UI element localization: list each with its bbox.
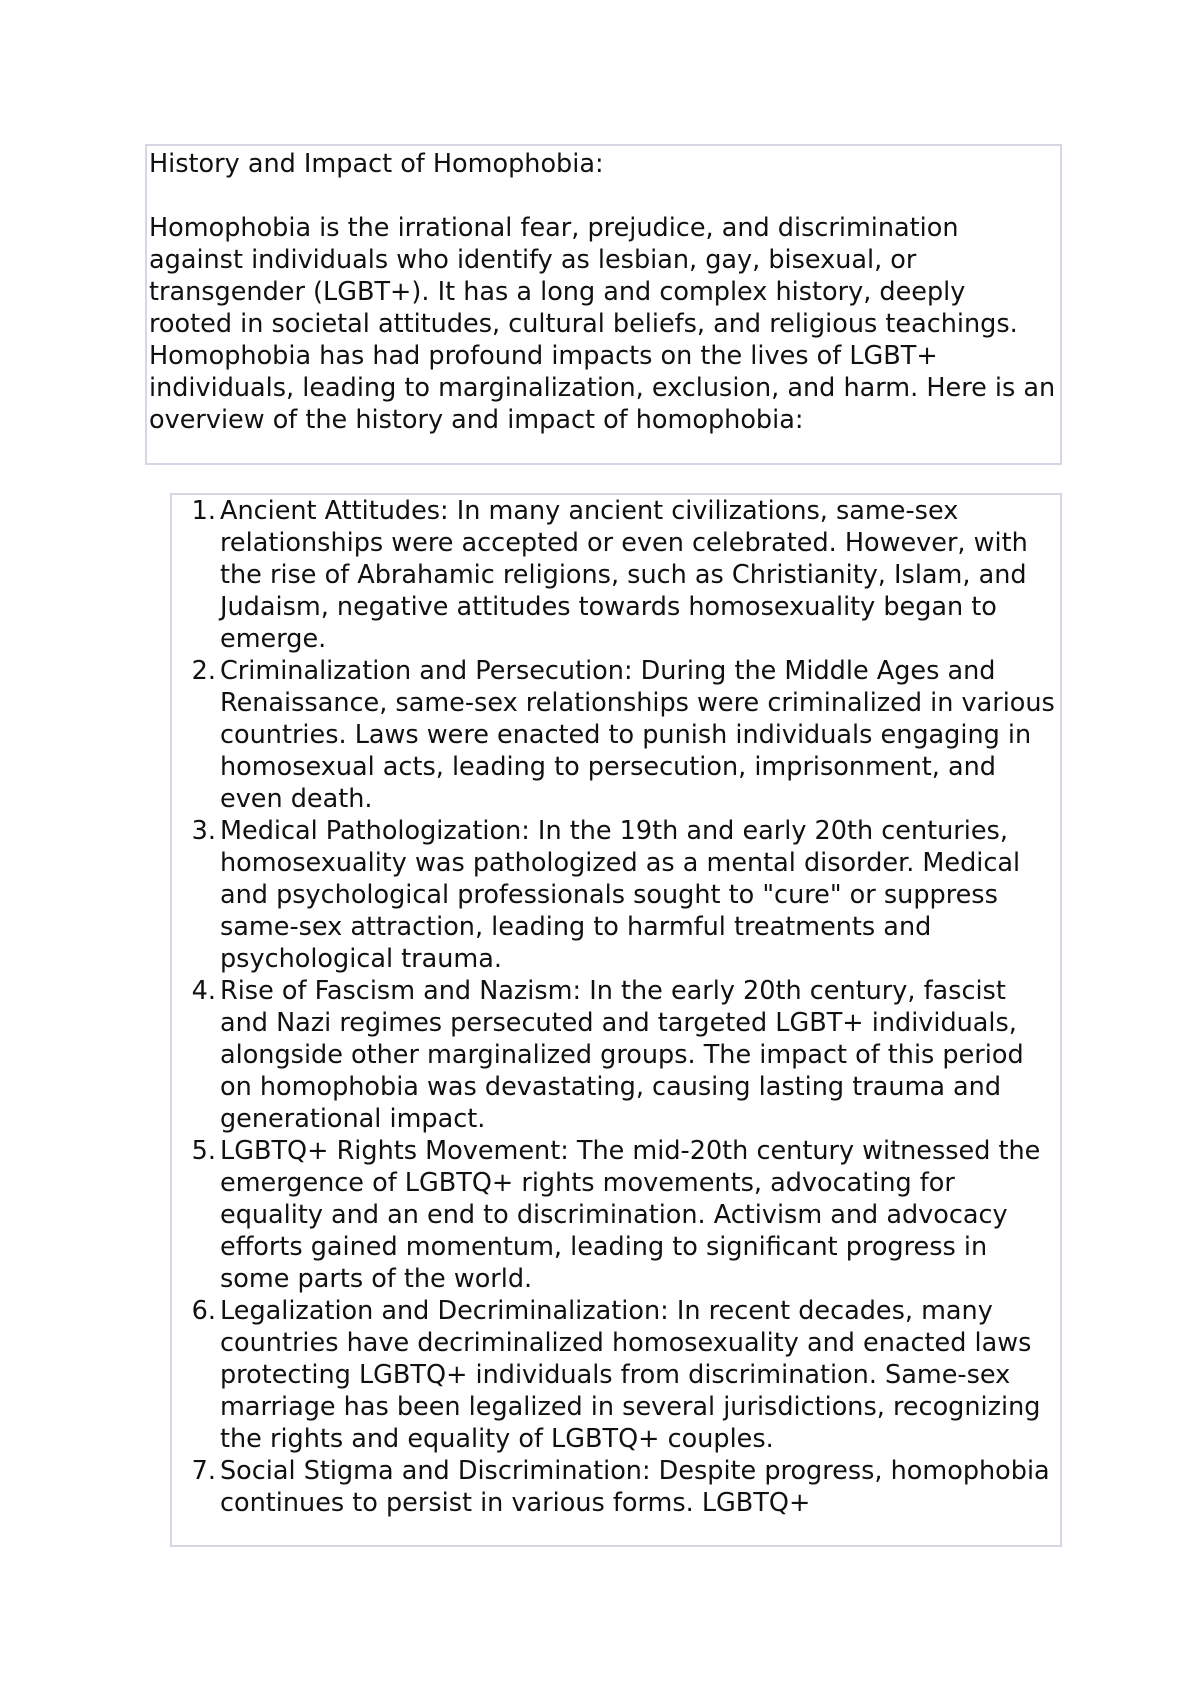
list-item-text: Social Stigma and Discrimination: Despite progress, homophobia continues to persist in various forms. LGBTQ+ [220,1456,1050,1518]
list-item-text: Rise of Fascism and Nazism: In the early 20th century, fascist and Nazi regimes persecuted and targeted LGBT+ individuals, alongside other marginalized groups. The impact of this period on homophobia was devastating, causing lasting trauma and generational impact. [220,976,1024,1134]
blank-line [149,180,1056,212]
intro-text-box [145,144,1062,465]
list-item [172,1135,1060,1295]
list-item-text: Legalization and Decriminalization: In recent decades, many countries have decriminalized homosexuality and enacted laws protecting LGBTQ+ individuals from discrimination. Same-sex marriage has been legalized in several jurisdictions, recognizing the rights and equality of LGBTQ+ couples. [220,1296,1041,1454]
history-list-box [170,493,1062,1547]
list-item-number: 3. [191,816,216,846]
list-item [172,1455,1060,1519]
numbered-list [172,495,1060,1519]
list-item-text: Criminalization and Persecution: During the Middle Ages and Renaissance, same-sex relationships were criminalized in various countries. Laws were enacted to punish individuals engaging in homosexual acts, leading to persecution, imprisonment, and even death. [220,656,1055,814]
document-title: History and Impact of Homophobia: [149,149,604,179]
list-item-number: 6. [191,1296,216,1326]
list-item-text: Ancient Attitudes: In many ancient civilizations, same-sex relationships were accepted or even celebrated. However, with the rise of Abrahamic religions, such as Christianity, Islam, and Judaism, negative attitudes towards homosexuality began to emerge. [220,496,1028,654]
list-item-number: 7. [191,1456,216,1486]
list-item-number: 5. [191,1136,216,1166]
intro-paragraph: Homophobia is the irrational fear, prejudice, and discrimination against individuals who identify as lesbian, gay, bisexual, or transgender (LGBT+). It has a long and complex history, deeply rooted in societal attitudes, cultural beliefs, and religious teachings. Homophobia has had profound impacts on the lives of LGBT+ individuals, leading to marginalization, exclusion, and harm. Here is an overview of the history and impact of homophobia: [149,213,1056,435]
list-item-number: 4. [191,976,216,1006]
list-item-text: Medical Pathologization: In the 19th and early 20th centuries, homosexuality was pathologized as a mental disorder. Medical and psychological professionals sought to "cure" or suppress same-sex attraction, leading to harmful treatments and psychological trauma. [220,816,1021,974]
list-item [172,1295,1060,1455]
list-item [172,655,1060,815]
list-item [172,495,1060,655]
list-item [172,815,1060,975]
list-item [172,975,1060,1135]
list-item-number: 2. [191,656,216,686]
list-item-number: 1. [191,496,216,526]
list-item-text: LGBTQ+ Rights Movement: The mid-20th century witnessed the emergence of LGBTQ+ rights movements, advocating for equality and an end to discrimination. Activism and advocacy efforts gained momentum, leading to significant progress in some parts of the world. [220,1136,1041,1294]
